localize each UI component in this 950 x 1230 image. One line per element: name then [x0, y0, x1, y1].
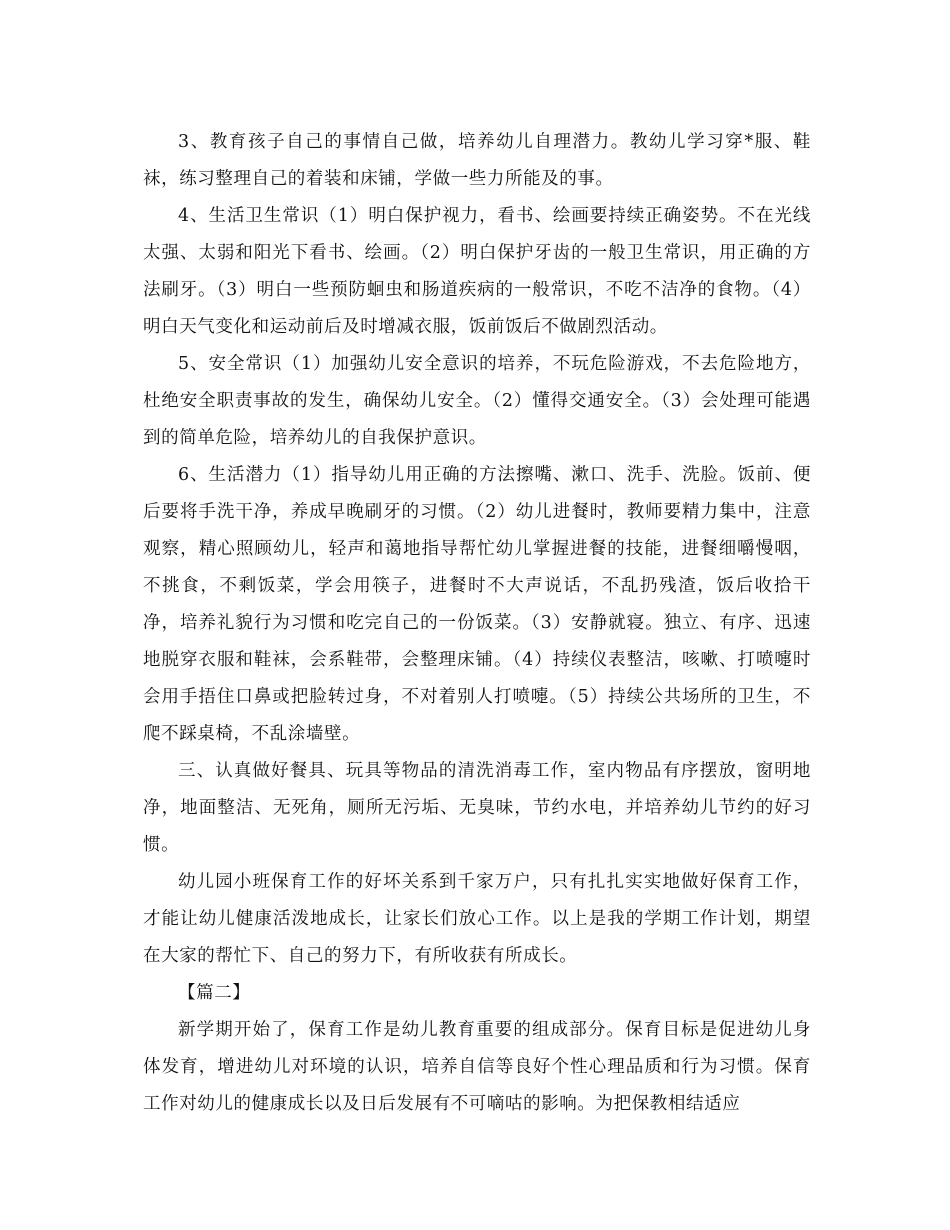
- paragraph-self-care: 3、教育孩子自己的事情自己做，培养幼儿自理潜力。教幼儿学习穿*服、鞋袜，练习整理自己的着装和床铺，学做一些力所能及的事。: [143, 132, 811, 189]
- paragraph-life-skills: 6、生活潜力（1）指导幼儿用正确的方法擦嘴、漱口、洗手、洗脸。饭前、便后要将手洗干净，养成早晚刷牙的习惯。（2）幼儿进餐时，教师要精力集中，注意观察，精心照顾幼儿，轻声和蔼地指导帮忙幼儿掌握进餐的技能，进餐细嚼慢咽，不挑食，不剩饭菜，学会用筷子，进餐时不大声说话，不乱扔残渣，饭后收拾干净，培养礼貌行为习惯和吃完自己的一份饭菜。（3）安静就寝。独立、有序、迅速地脱穿衣服和鞋袜，会系鞋带，会整理床铺。（4）持续仪表整洁，咳嗽、打喷嚏时会用手捂住口鼻或把脸转过身，不对着别人打喷嚏。（5）持续公共场所的卫生，不爬不踩桌椅，不乱涂墙壁。: [143, 465, 811, 744]
- paragraph-hygiene-knowledge: 4、生活卫生常识（1）明白保护视力，看书、绘画要持续正确姿势。不在光线太强、太弱和阳光下看书、绘画。（2）明白保护牙齿的一般卫生常识，用正确的方法刷牙。（3）明白一些预防蛔虫和肠道疾病的一般常识，不吃不洁净的食物。（4）明白天气变化和运动前后及时增减衣服，饭前饭后不做剧烈活动。: [143, 206, 811, 337]
- paragraph-new-semester: 新学期开始了，保育工作是幼儿教育重要的组成部分。保育目标是促进幼儿身体发育，增进幼儿对环境的认识，培养自信等良好个性心理品质和行为习惯。保育工作对幼儿的健康成长以及日后发展有不可嘀咕的影响。为把保教相结适应: [143, 1020, 811, 1114]
- paragraph-safety-knowledge: 5、安全常识（1）加强幼儿安全意识的培养，不玩危险游戏，不去危险地方，杜绝安全职责事故的发生，确保幼儿安全。（2）懂得交通安全。（3）会处理可能遇到的简单危险，培养幼儿的自我保护意识。: [143, 354, 811, 448]
- document-body: [143, 124, 811, 1123]
- paragraph-disinfection: 三、认真做好餐具、玩具等物品的清洗消毒工作，室内物品有序摆放，窗明地净，地面整洁、无死角，厕所无污垢、无臭味，节约水电，并培养幼儿节约的好习惯。: [143, 761, 811, 855]
- section-heading-part-two: 【篇二】: [178, 983, 251, 1003]
- paragraph-conclusion: 幼儿园小班保育工作的好坏关系到千家万户，只有扎扎实实地做好保育工作，才能让幼儿健康活泼地成长，让家长们放心工作。以上是我的学期工作计划，期望在大家的帮忙下、自己的努力下，有所收获有所成长。: [143, 872, 811, 966]
